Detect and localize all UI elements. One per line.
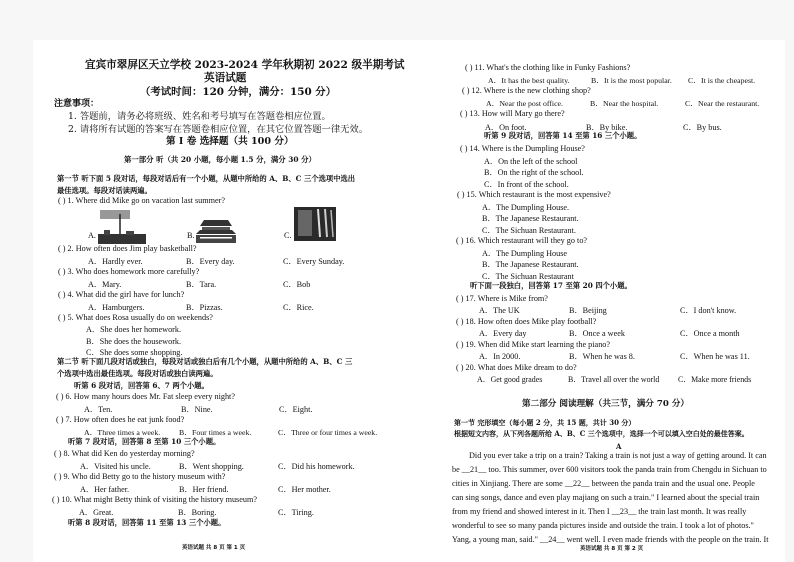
question-text: Where did Mike go on vacation last summer? <box>75 196 225 205</box>
option-19b: B．When he was 8. <box>569 352 635 361</box>
answer-bracket[interactable]: ( ) 8. <box>54 449 70 458</box>
option-18b: B．Once a week <box>569 329 625 338</box>
question-text: Where is the new clothing shop? <box>483 86 591 95</box>
option-5b: B．She does the housework. <box>86 337 182 346</box>
cloze-instructions: 根据短文内容，从下列各题所给 A、B、C 三个选项中，选择一个可以填入空白处的最佳答案。 <box>454 429 749 438</box>
question-2 <box>58 244 196 253</box>
question-8 <box>54 449 195 458</box>
answer-bracket[interactable]: ( ) 12. <box>462 86 482 95</box>
option-15b: B．The Japanese Restaurant. <box>482 214 579 223</box>
exam-info: （考试时间：120 分钟，满分：150 分） <box>140 86 337 98</box>
question-13 <box>460 109 565 118</box>
question-text: What did Ken do yesterday morning? <box>71 449 195 458</box>
question-12 <box>462 86 591 95</box>
answer-bracket[interactable]: ( ) 6. <box>56 392 72 401</box>
section1-instructions-line1: 第一节 听下面 5 段对话，每段对话后有一个小题，从题中所给的 A、B、C 三个选项中选出 <box>57 174 356 183</box>
question-text: Which restaurant is the most expensive? <box>478 190 611 199</box>
volume1-title: 第 I 卷 选择题（共 100 分） <box>166 136 294 147</box>
passage-line-4: can sing songs, dance and even play majiang on such a train." I learned about the special train <box>452 493 760 502</box>
answer-bracket[interactable]: ( ) 14. <box>460 144 480 153</box>
option-11b: B．It is the most popular. <box>591 76 672 85</box>
option-2b: B．Every day. <box>186 257 235 266</box>
question-4 <box>58 290 184 299</box>
question-15 <box>457 190 611 199</box>
answer-bracket[interactable]: ( ) 13. <box>460 109 480 118</box>
passage-line-6: wonderful to see so many panda pictures inside and outside the train. I took a lot of photos." <box>452 521 754 530</box>
question-9 <box>54 472 225 481</box>
dialog9-note: 听第 9 段对话，回答第 14 至第 16 三个小题。 <box>484 131 642 140</box>
option-9a: A．Her father. <box>80 485 130 494</box>
question-3 <box>58 267 199 276</box>
question-text: How often does he eat junk food? <box>73 415 185 424</box>
option-17a: A．The UK <box>479 306 520 315</box>
option-5a: A．She does her homework. <box>86 325 182 334</box>
option-12a: A．Near the post office. <box>486 99 563 108</box>
passage-line-1: Did you ever take a trip on a train? Taking a train is not just a way of getting around. It can <box>469 451 767 460</box>
answer-bracket[interactable]: ( ) 18. <box>456 317 476 326</box>
question-text: Which restaurant will they go to? <box>477 236 588 245</box>
answer-bracket[interactable]: ( ) 16. <box>456 236 476 245</box>
dialog8-note: 听第 8 段对话，回答第 11 至第 13 三个小题。 <box>68 518 226 527</box>
question-text: What does Mike dream to do? <box>477 363 577 372</box>
option-20c: C．Make more friends <box>678 375 752 384</box>
option-7c: C．Three or four times a week. <box>278 428 378 437</box>
option-19c: C．When he was 11. <box>680 352 750 361</box>
option-19a: A．In 2000. <box>479 352 521 361</box>
part1-title: 第一部分 听（共 20 小题，每小题 1.5 分，满分 30 分） <box>124 155 316 164</box>
page1-footer: 英语试题 共 8 页 第 1 页 <box>182 545 246 551</box>
answer-bracket[interactable]: ( ) 11. <box>465 63 485 72</box>
question-text: Who does homework more carefully? <box>75 267 200 276</box>
answer-bracket[interactable]: ( ) 10. <box>52 495 72 504</box>
question-text: How often does Jim play basketball? <box>75 244 197 253</box>
dialog6-note: 听第 6 段对话，回答第 6、7 两个小题。 <box>74 381 209 390</box>
answer-bracket[interactable]: ( ) 3. <box>58 267 74 276</box>
question-6 <box>56 392 235 401</box>
option-9c: C．Her mother. <box>278 485 331 494</box>
question-text: What's the clothing like in Funky Fashions? <box>486 63 631 72</box>
question-text: What might Betty think of visiting the history museum? <box>73 495 257 504</box>
answer-bracket[interactable]: ( ) 17. <box>456 294 476 303</box>
option-17c: C．I don't know. <box>680 306 737 315</box>
option-9b: B．Her friend. <box>179 485 229 494</box>
section2-instructions-line1: 第二节 听下面几段对话或独白，每段对话或独白后有几个小题，从题中所给的 A、B、C 三 <box>57 357 353 366</box>
option-16b: B．The Japanese Restaurant. <box>482 260 579 269</box>
notice-item-2: 2. 请将所有试题的答案写在答题卷相应位置，在其它位置答题一律无效。 <box>68 124 369 135</box>
option-2c: C．Every Sunday. <box>283 257 345 266</box>
dialog7-note: 听第 7 段对话，回答第 8 至第 10 三个小题。 <box>68 437 221 446</box>
answer-bracket[interactable]: ( ) 7. <box>56 415 72 424</box>
page2-footer: 英语试题 共 8 页 第 2 页 <box>580 546 644 552</box>
answer-bracket[interactable]: ( ) 20. <box>456 363 476 372</box>
option-13a: A．On foot. <box>485 123 527 132</box>
option-5c: C．She does some shopping. <box>86 348 183 357</box>
part2-title: 第二部分 阅读理解（共三节，满分 70 分） <box>522 399 690 409</box>
option-3b: B．Tara. <box>186 280 217 289</box>
option-17b: B．Beijing <box>569 306 607 315</box>
option-6c: C．Eight. <box>279 405 313 414</box>
question-11 <box>465 63 630 72</box>
option-12b: B．Near the hospital. <box>590 99 659 108</box>
passage-line-5: from my friend and showed interest in it. Then I __23__ the train last month. It was really <box>452 507 747 516</box>
answer-bracket[interactable]: ( ) 4. <box>58 290 74 299</box>
option-13b: B．By bike. <box>586 123 628 132</box>
notice-item-1: 1. 答题前，请务必将班级、姓名和考号填写在答题卷相应位置。 <box>68 111 331 122</box>
option-4c: C．Rice. <box>283 303 314 312</box>
option-8a: A．Visited his uncle. <box>80 462 151 471</box>
option-15c: C．The Sichuan Restaurant. <box>482 226 576 235</box>
question-text: How many hours does Mr. Fat sleep every night? <box>73 392 235 401</box>
section2-instructions-line2: 个选项中选出最佳选项。每段对话或独白读两遍。 <box>57 369 218 378</box>
passage-line-3: cities in Xinjiang. There are some __22__ between the panda train and the usual one. People <box>452 479 755 488</box>
option-4a: A．Hamburgers. <box>88 303 145 312</box>
option-6b: B．Nine. <box>181 405 213 414</box>
option-10c: C．Tiring. <box>278 508 314 517</box>
option-3c: C．Bob <box>283 280 311 289</box>
tower-city-picture-icon <box>98 210 146 244</box>
option-8b: B．Went shopping. <box>179 462 244 471</box>
question-text: What did the girl have for lunch? <box>75 290 185 299</box>
option-2a: A．Hardly ever. <box>88 257 143 266</box>
school-title: 宜宾市翠屏区天立学校 2023-2024 学年秋期初 2022 级半期考试 <box>85 59 405 71</box>
option-11a: A．It has the best quality. <box>488 76 570 85</box>
question-text: When did Mike start learning the piano? <box>477 340 611 349</box>
option-7b: B．Four times a week. <box>179 428 252 437</box>
option-16c: C．The Sichuan Restaurant <box>482 272 574 281</box>
section1-instructions-line2: 最佳选项。每段对话读两遍。 <box>57 186 152 195</box>
question-7 <box>56 415 184 424</box>
option-18a: A．Every day <box>479 329 527 338</box>
option-6a: A．Ten. <box>84 405 113 414</box>
question-19 <box>456 340 610 349</box>
question-10 <box>52 495 257 504</box>
option-14c: C．In front of the school. <box>484 180 569 189</box>
passage-label: A <box>616 442 622 451</box>
answer-bracket[interactable]: ( ) 19. <box>456 340 476 349</box>
notice-heading: 注意事项： <box>54 99 100 109</box>
option-12c: C．Near the restaurant. <box>685 99 760 108</box>
answer-bracket[interactable]: ( ) 2. <box>58 244 74 253</box>
passage-line-7: Yang, a young man, said." __24__ went well. I even made friends with the people on the train. It <box>452 535 769 544</box>
option-14a: A．On the left of the school <box>484 157 578 166</box>
question-14 <box>460 144 585 153</box>
monologue-note: 听下面一段独白，回答第 17 至第 20 四个小题。 <box>470 281 632 290</box>
option-3a: A．Mary. <box>88 280 122 289</box>
passage-line-2: be __21__ too. This summer, over 600 visitors took the panda train from Chengdu in Sichuan to <box>452 465 767 474</box>
question-text: What does Rosa usually do on weekends? <box>75 313 213 322</box>
answer-bracket[interactable]: ( ) 5. <box>58 313 74 322</box>
question-18 <box>456 317 596 326</box>
option-15a: A．The Dumpling House. <box>482 203 570 212</box>
answer-bracket[interactable]: ( ) 1. <box>58 196 74 205</box>
question-20 <box>456 363 577 372</box>
option-13c: C．By bus. <box>683 123 722 132</box>
question-16 <box>456 236 587 245</box>
question-text: How will Mary go there? <box>481 109 565 118</box>
option-18c: C．Once a month <box>680 329 740 338</box>
question-5 <box>58 313 213 322</box>
question-17 <box>456 294 548 303</box>
option-4b: B．Pizzas. <box>186 303 223 312</box>
option-10a: A．Great. <box>79 508 114 517</box>
waterfall-picture-icon <box>294 207 336 241</box>
option-16a: A．The Dumpling House <box>482 249 568 258</box>
option-20a: A．Get good grades <box>477 375 543 384</box>
question-1 <box>58 196 225 205</box>
subject-title: 英语试题 <box>204 72 247 84</box>
option-1a-label: A. <box>88 231 96 240</box>
option-1b-label: B. <box>187 231 195 240</box>
answer-bracket[interactable]: ( ) 15. <box>457 190 477 199</box>
palace-picture-icon <box>196 220 236 244</box>
question-text: How often does Mike play football? <box>477 317 597 326</box>
question-text: Where is the Dumpling House? <box>481 144 585 153</box>
option-1c-label: C. <box>284 231 292 240</box>
answer-bracket[interactable]: ( ) 9. <box>54 472 70 481</box>
option-14b: B．On the right of the school. <box>484 168 584 177</box>
question-text: Who did Betty go to the history museum with? <box>71 472 226 481</box>
option-11c: C．It is the cheapest. <box>688 76 756 85</box>
cloze-section-title: 第一节 完形填空（每小题 2 分，共 15 题，共计 30 分） <box>454 418 636 427</box>
question-text: Where is Mike from? <box>477 294 548 303</box>
option-20b: B．Travel all over the world <box>568 375 660 384</box>
option-7a: A．Three times a week. <box>84 428 161 437</box>
option-8c: C．Did his homework. <box>278 462 355 471</box>
option-10b: B．Boring. <box>178 508 217 517</box>
